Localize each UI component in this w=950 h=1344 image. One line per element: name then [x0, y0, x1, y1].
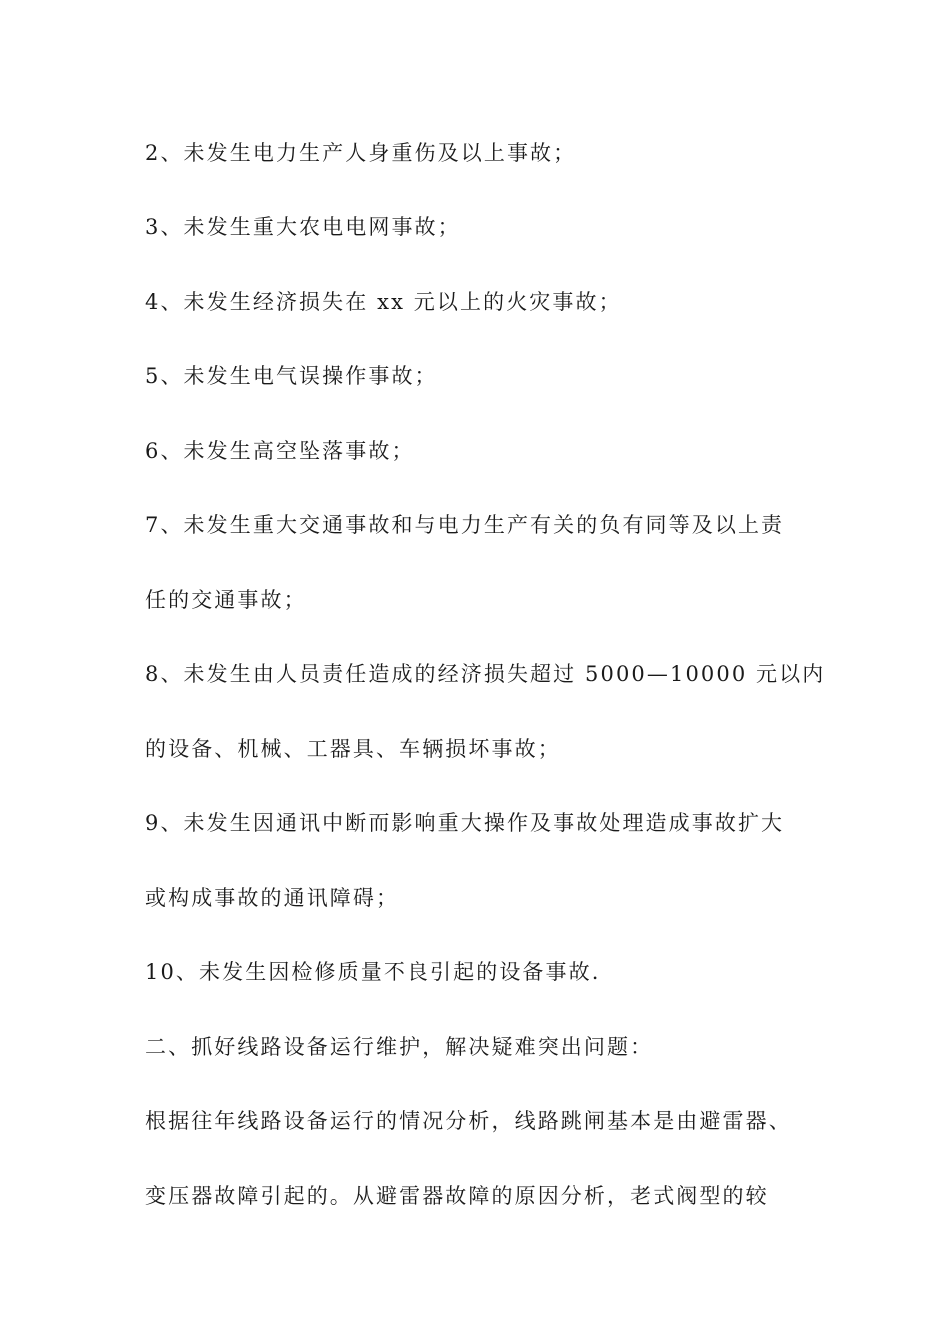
text-line-item-6: 6、未发生高空坠落事故； [145, 439, 415, 463]
paragraph-line-2: 变压器故障引起的。从避雷器故障的原因分析，老式阀型的较 [145, 1184, 769, 1208]
text-line-item-9: 9、未发生因通讯中断而影响重大操作及事故处理造成事故扩大 [145, 811, 785, 835]
text-line-item-7-cont: 任的交通事故； [145, 588, 307, 612]
section-heading-2: 二、抓好线路设备运行维护，解决疑难突出问题： [145, 1035, 654, 1059]
text-line-item-3: 3、未发生重大农电电网事故； [145, 215, 461, 239]
text-line-item-8-cont: 的设备、机械、工器具、车辆损坏事故； [145, 737, 561, 761]
text-line-item-4: 4、未发生经济损失在 xx 元以上的火灾事故； [145, 290, 622, 314]
text-line-item-5: 5、未发生电气误操作事故； [145, 364, 438, 388]
paragraph-line-1: 根据往年线路设备运行的情况分析，线路跳闸基本是由避雷器、 [145, 1109, 792, 1133]
text-line-item-8: 8、未发生由人员责任造成的经济损失超过 5000—10000 元以内 [145, 662, 826, 686]
text-line-item-2: 2、未发生电力生产人身重伤及以上事故； [145, 141, 577, 165]
text-line-item-7: 7、未发生重大交通事故和与电力生产有关的负有同等及以上责 [145, 513, 785, 537]
text-line-item-10: 10、未发生因检修质量不良引起的设备事故. [145, 960, 601, 984]
text-line-item-9-cont: 或构成事故的通讯障碍； [145, 886, 400, 910]
